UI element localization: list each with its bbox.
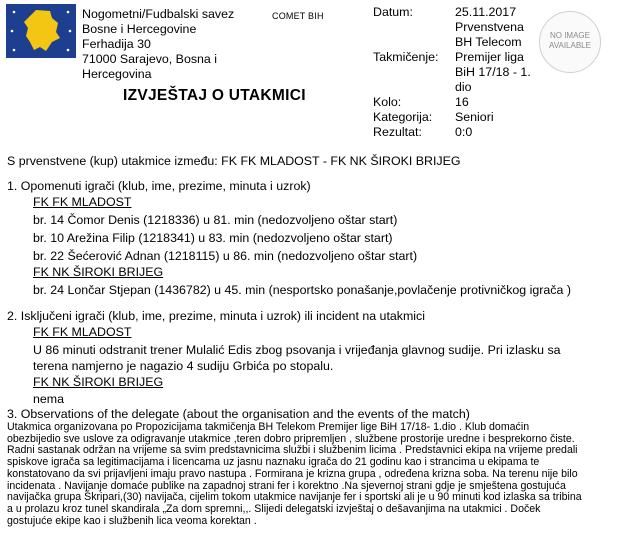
org-line: Nogometni/Fudbalski savez bbox=[82, 7, 235, 21]
federation-logo bbox=[6, 4, 76, 58]
observation-line: Utakmica organizovana po Propozicijama takmičenja BH Telekom Premijer lige BiH 17/18- 1.dio . Klub domaćin bbox=[7, 421, 530, 433]
kolo-value: 16 bbox=[455, 95, 469, 109]
kategorija-value: Seniori bbox=[455, 110, 494, 124]
dismissal-none: nema bbox=[33, 392, 64, 406]
org-line: 71000 Sarajevo, Bosna i bbox=[82, 52, 218, 66]
org-line: Ferhadija 30 bbox=[82, 37, 151, 51]
observation-line: navijačka grupa Škripari,(30) navijača, cijelim tokom utakmice navijanje fer i sportski ali je u 90 minuti kod izlaska sa tribina bbox=[7, 491, 582, 504]
rezultat-label: Rezultat: bbox=[373, 125, 422, 139]
section1-team1: FK FK MLADOST bbox=[33, 195, 132, 209]
caution-item: br. 14 Čomor Denis (1218336) u 81. min (nedozvoljeno oštar start) bbox=[33, 213, 398, 227]
observation-line: spiskove igrača sa legitimacijama i licencama uz jasnu naznaku igrača do 21 godinu kao i strancima u ekipama te bbox=[7, 456, 540, 469]
section2-heading: 2. Isključeni igrači (klub, ime, prezime, minuta i uzrok) ili incident na utakmici bbox=[7, 309, 425, 323]
observation-line: gostujuće ekipe kao i službenih lica veoma korektan . bbox=[7, 514, 257, 527]
section1-team2: FK NK ŠIROKI BRIJEG bbox=[33, 265, 164, 279]
competition-type: Prvenstvena bbox=[455, 20, 524, 34]
observation-line: obezbijedio sve uslove za odigravanje utakmice ,teren dobro pripremljen , službene prostorije uredne i besprekorno čiste. bbox=[7, 432, 575, 445]
org-line: Hercegovina bbox=[82, 67, 152, 81]
org-line: Bosne i Hercegovine bbox=[82, 22, 197, 36]
caution-item: br. 10 Arežina Filip (1218341) u 83. min (nedozvoljeno oštar start) bbox=[33, 231, 393, 245]
datum-label: Datum: bbox=[373, 5, 413, 19]
datum-value: 25.11.2017 bbox=[455, 5, 517, 19]
dismissal-line: U 86 minuti odstranit trener Mulalić Edis zbog psovanja i vrijeđanja glavnog sudije. Pri izlasku sa bbox=[33, 343, 561, 357]
takmicenje-value: Premijer liga bbox=[455, 50, 524, 64]
section2-team1: FK FK MLADOST bbox=[33, 325, 132, 339]
takmicenje-label: Takmičenje: bbox=[373, 50, 439, 64]
dismissal-line: terena namjerno je nagazio 4 sudiju Grbića po stopalu. bbox=[33, 359, 334, 373]
no-image-placeholder bbox=[539, 11, 601, 73]
takmicenje-value: dio bbox=[455, 80, 472, 94]
caution-item: br. 22 Šećerović Adnan (1218115) u 86. min (nedozvoljeno oštar start) bbox=[33, 249, 418, 263]
caution-item: br. 24 Lončar Stjepan (1436782) u 45. min (nesportsko ponašanje,povlačenje protivničkog igrača ) bbox=[33, 283, 571, 297]
observation-line: Radni sastanak održan na vrijeme sa svim predstavnicima službi i službenim licima . Predstavnici ekipa na vrijeme predali bbox=[7, 444, 578, 457]
section1-heading: 1. Opomenuti igrači (klub, ime, prezime, minuta i uzrok) bbox=[7, 179, 311, 193]
observation-line: incidenata . Navijanje domaće publike na zapadnoj strani fer i korektno .Na sjevernoj strani gdje je smještena gostujuća bbox=[7, 479, 566, 492]
takmicenje-value: BiH 17/18 - 1. bbox=[455, 65, 531, 79]
no-image-text: NO IMAGE AVAILABLE bbox=[549, 31, 591, 50]
observations-text bbox=[7, 422, 613, 527]
report-title: IZVJEŠTAJ O UTAKMICI bbox=[123, 87, 306, 104]
observation-line: a u prolazu kroz tunel skandirala „Za dom spremni,,. Slijedi delegatski izvještaj o dešavanjima na utakmici . Doček bbox=[7, 502, 541, 515]
competition-sponsor: BH Telecom bbox=[455, 35, 522, 49]
kolo-label: Kolo: bbox=[373, 95, 402, 109]
observation-line: konstatovano da svi prijavljeni imaju pravo nastupa . Formirana je krizna grupa , određena krizna soba. Na terenu nije bilo bbox=[7, 467, 578, 480]
kategorija-label: Kategorija: bbox=[373, 110, 433, 124]
section3-heading: 3. Observations of the delegate (about the organisation and the events of the match) bbox=[7, 407, 470, 421]
match-line: S prvenstvene (kup) utakmice između: FK FK MLADOST - FK NK ŠIROKI BRIJEG bbox=[7, 154, 461, 168]
federation-address bbox=[82, 7, 272, 82]
system-label: COMET BIH bbox=[272, 11, 324, 21]
section2-team2: FK NK ŠIROKI BRIJEG bbox=[33, 375, 164, 389]
rezultat-value: 0:0 bbox=[455, 125, 473, 139]
